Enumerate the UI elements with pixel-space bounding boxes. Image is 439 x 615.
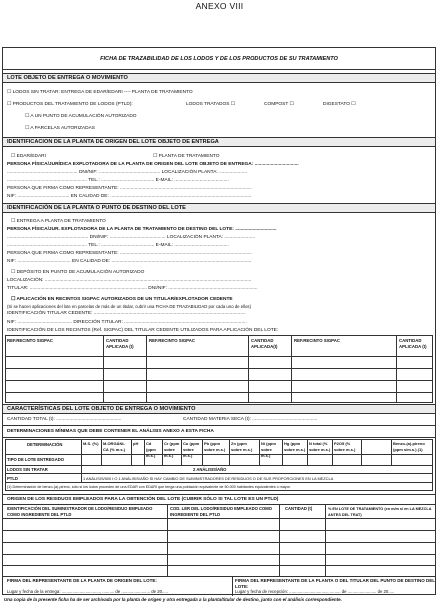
destino-explotadora-field[interactable]: PERSONA FÍSICA/JUR. EXPLOTADORA DE LA PLANTA DE TRATAMIENTO DE DESTINO DEL LOTE: ...............................	[7, 227, 277, 232]
destino-tel-field[interactable]: ............................................................ TEL.: ........................................ E-MAIL: .........................................	[7, 243, 229, 248]
cantidad-ms-field[interactable]: CANTIDAD MATERIA SECA (t): .................................................	[183, 417, 318, 422]
cantidad-total-field[interactable]: CANTIDAD TOTAL (t): .................................................	[7, 417, 122, 422]
annex-title: ANEXO VIII	[195, 1, 244, 11]
th-ref-2: REF.RECINTO SIGPAC	[149, 338, 195, 343]
origen-tel-field[interactable]: ............................................................ TEL.: ........................................ E-MAIL: .........................................	[7, 178, 229, 183]
det-h-morganica: M.ORGÁNI-CA (% m.s.)	[103, 441, 126, 452]
firma-origen-title: FIRMA DEL REPRESENTANTE DE LA PLANTA DE ORIGEN DEL LOTE:	[7, 578, 157, 583]
det-h-p2o5: P2O5 (% sobre m.s.)	[334, 441, 356, 452]
destino-dni-field[interactable]: ............................................................. DNI/NIF: .......................................... LOCALIZACIÓN PLANTA: .......................	[7, 235, 256, 240]
det-h-pb: Pb (ppm sobre m.s.)	[204, 441, 226, 452]
origen-representante-field[interactable]: PERSONA QUE FIRMA COMO REPRESENTANTE: ...................................................................................................	[7, 186, 252, 191]
det-row-ptld: PTLD	[7, 476, 18, 481]
det-h-ms: M.S. (%)	[83, 441, 99, 446]
det-h-cr: Cr (ppm sobre m.s.)	[164, 441, 180, 458]
punto-acumulacion-option[interactable]: ☐ A UN PUNTO DE ACUMULACIÓN AUTORIZADO	[25, 114, 137, 119]
th-cant-3: CANTIDAD APLICADA (t)	[399, 338, 427, 349]
titular-field[interactable]: TITULAR: ........................................................................................ DNI/NIF: ...................................................................	[7, 286, 258, 291]
origen-h-cantidad: CANTIDAD (t)	[285, 506, 313, 511]
det-h-ni: Ni (ppm sobre m.s.)	[261, 441, 276, 458]
titular-cedente-field[interactable]: IDENTIFICACIÓN TITULAR CEDENTE: ..................................................................................................................	[7, 311, 246, 316]
det-footnote: (1) Determinación de benzo-(a)-pireno, sólo si los lodos proceden de una EDAR con EDARI que tenga una población equivalente de 50.000 habitantes equivalentes o mayor.	[7, 485, 291, 489]
destino-nif-field[interactable]: NIF: ........................................ EN CALIDAD DE: .........................................................................................................	[7, 259, 252, 264]
planta-tratamiento-option[interactable]: ☐ PLANTA DE TRATAMIENTO	[153, 154, 220, 159]
firma-destino-lugar[interactable]: Lugar y fecha de recepción: ................................, ......... de ........................ de 20.....	[235, 589, 395, 594]
th-cant-2: CANTIDAD APLICADA(t)	[251, 338, 278, 349]
sigpac-note: (Si se hacen aplicaciones del lote en parcelas de más de un titular, cubrir una FICHA DE TRAZABILIDAD por cada uno de ellos)	[7, 304, 252, 309]
det-h-cu: Cu (ppm sobre m.s.)	[183, 441, 200, 458]
localizacion-field[interactable]: LOCALIZACIÓN: ...........................................................................................................................................................	[7, 278, 252, 283]
det-h-determinacion: DETERMINACIÓN	[27, 442, 63, 447]
origen-h-pct: % EN LOTE DE TRATAMIENTO (en m/m s/ en LA MEZCLA ANTES DEL TRAT)	[328, 507, 432, 517]
parcelas-option[interactable]: ☐ A PARCELAS AUTORIZADAS	[25, 126, 95, 131]
firma-destino-title: FIRMA DEL REPRESENTANTE DE LA PLANTA O DEL TITULAR DEL PUNTO DE DESTINO DEL LOTE:	[235, 578, 435, 589]
footer-note: Una copia de la presente ficha ha de ser archivada por la planta de origen y otra entregada a la planta/titular de destino, junto con el análisis correspondiente.	[4, 597, 342, 602]
section-destino: IDENTIFICACIÓN DE LA PLANTA O PUNTO DE DESTINO DEL LOTE	[3, 203, 435, 213]
origen-h-suministrador: IDENTIFICACIÓN DEL SUMINISTRADOR DE LODO/RESIDUO EMPLEADO COMO INGREDIENTE DEL PTLD	[7, 506, 153, 517]
th-ref-3: REF.RECINTO SIGPAC	[294, 338, 340, 343]
section-lote: LOTE OBJETO DE ENTREGA O MOVIMIENTO	[3, 73, 435, 83]
th-cant-1: CANTIDAD APLICADA (t)	[106, 338, 134, 349]
det-ptld-note: 1 ANÁLISIS/500 t O 1 ANÁLISIS/AÑO SI HAY CAMBIO DE SUMINISTRADORES DE RESIDUOS O DE SUS PROPORCIONES EN LA MEZCLA	[83, 476, 334, 481]
det-h-ntotal: N total (% sobre m.s.)	[309, 441, 331, 452]
edar-option[interactable]: ☐ EDAR/EDARI	[11, 154, 46, 159]
origen-h-ler: COD. LER DEL LODO/RESIDUO EMPLEADO COMO INGREDIENTE DEL PTLD	[170, 506, 273, 517]
det-row-lodos: LODOS SIN TRATAR	[7, 467, 48, 472]
compost-option[interactable]: COMPOST ☐	[264, 102, 294, 107]
direccion-titular-field[interactable]: NIF: ......................................... DIRECCIÓN TITULAR: ............................................................................................	[7, 320, 247, 325]
firma-origen-lugar[interactable]: Lugar y fecha de la entrega: ................................, .......... de ........................ de 20.....	[7, 589, 168, 594]
entrega-planta-option[interactable]: ☐ ENTREGA A PLANTA DE TRATAMIENTO	[11, 219, 106, 224]
section-origen: IDENTIFICACION DE LA PLANTA DE ORIGEN DEL LOTE OBJETO DE ENTREGA	[3, 137, 435, 147]
origen-dni-field[interactable]: ..................................................... DNI/NIF: .............................................. LOCALIZACIÓN PLANTA: .....................	[7, 170, 248, 175]
aplicacion-sigpac-option[interactable]: ☐ APLICACIÓN EN RECINTOS SIGPAC AUTORIZADOS DE UN TITULAR/EXPLOTADOR CEDENTE	[11, 297, 233, 302]
ptld-option[interactable]: ☐ PRODUCTOS DEL TRATAMIENTO DE LODOS (PTLD):	[7, 102, 133, 107]
digestato-option[interactable]: DIGESTATO ☐	[323, 102, 356, 107]
form-header: FICHA DE TRAZABILIDAD DE LOS LODOS Y DE LOS PRODUCTOS DE SU TRATAMIENTO	[3, 48, 435, 70]
det-h-zn: Zn (ppm sobre m.s.)	[231, 441, 253, 452]
origen-explotadora-field[interactable]: PERSONA FÍSICA/JURÍDICA EXPLOTADORA DE LA PLANTA DE ORIGEN DEL LOTE OBJETO DE ENTREGA: .................................	[7, 162, 299, 167]
lodos-tratados-option[interactable]: LODOS TRATADOS ☐	[186, 102, 236, 107]
origen-residuos-title: ORIGEN DE LOS RESIDUOS EMPLEADOS PARA LA OBTENCIÓN DEL LOTE (CUBRIR SÓLO SI TAL LOTE ES UN PTLD)	[7, 497, 279, 502]
destino-representante-field[interactable]: PERSONA QUE FIRMA COMO REPRESENTANTE: ...................................................................................................	[7, 251, 252, 256]
traceability-form	[2, 47, 436, 595]
recintos-label: IDENTIFICACIÓN DE LOS RECINTOS (Ref. SIGPAC) DEL TITULAR CEDENTE UTILIZADOS PARA APLICACIÓN DEL LOTE:	[7, 328, 279, 333]
det-row-tipo: TIPO DE LOTE ENTREGADO	[7, 457, 64, 462]
th-ref-1: REF.RECINTO SIGPAC	[7, 338, 53, 343]
origen-nif-field[interactable]: NIF: ....................................... EN CALIDAD DE: ..........................................................................................................	[7, 194, 252, 199]
lodos-sin-tratar-option[interactable]: ☐ LODOS SIN TRATAR: ENTREGA DE EDAR/EDARI ---- PLANTA DE TRATAMIENTO	[7, 90, 193, 95]
determinaciones-title: DETERMINACIONES MÍNIMAS QUE DEBE CONTENER EL ANÁLISIS ANEXO A ESTA FICHA	[7, 429, 214, 434]
det-h-hg: Hg (ppm sobre m.s.)	[284, 441, 306, 452]
det-h-benzo: Benzo-(a)-pireno (ppm s/m.s.) (1)	[393, 441, 425, 452]
section-caracteristicas: CARACTERÍSTICAS DEL LOTE OBJETO DE ENTREGA O MOVIMIENTO	[3, 404, 435, 414]
det-h-cd: Cd (ppm m.s.)	[146, 441, 156, 458]
deposito-option[interactable]: ☐ DEPÓSITO EN PUNTO DE ACUMULACIÓN AUTORIZADO	[11, 270, 145, 275]
det-h-ph: pH	[133, 441, 139, 446]
det-analisis-2: 2 ANÁLISIS/AÑO	[193, 467, 227, 472]
